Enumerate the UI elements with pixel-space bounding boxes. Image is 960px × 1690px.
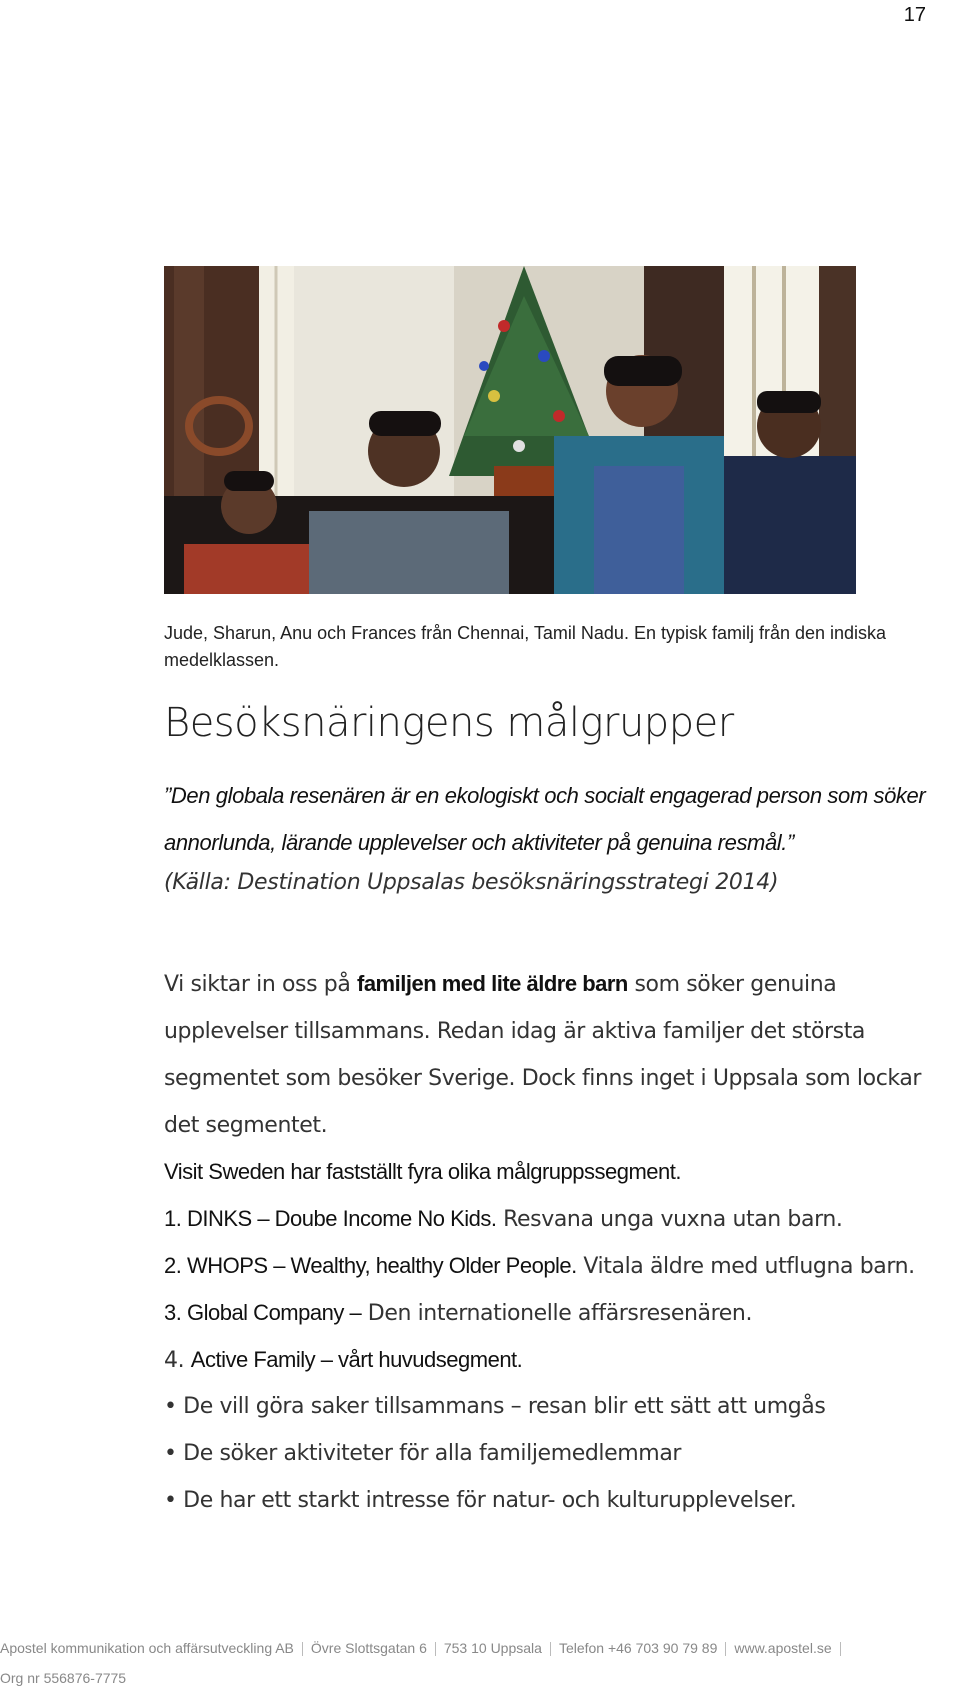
bullet-item: • De söker aktiviteter för alla familjemedlemmar bbox=[164, 1441, 682, 1466]
footer-website[interactable]: www.apostel.se bbox=[734, 1640, 832, 1656]
segment-label: DINKS – Doube Income No Kids. bbox=[186, 1206, 497, 1231]
segment-desc: Resvana unga vuxna utan barn. bbox=[496, 1207, 843, 1232]
bullet-item: • De vill göra saker tillsammans – resan blir ett sätt att umgås bbox=[164, 1394, 826, 1419]
family-photo bbox=[164, 266, 856, 594]
intro-pre: Vi siktar in oss på bbox=[164, 972, 357, 997]
segment-label: WHOPS – Wealthy, healthy Older People. bbox=[186, 1253, 577, 1278]
intro-highlight: familjen med lite äldre barn bbox=[357, 971, 628, 996]
footer-separator bbox=[725, 1642, 726, 1656]
intro-paragraph bbox=[164, 960, 960, 1149]
footer-separator bbox=[840, 1642, 841, 1656]
quote: ”Den globala resenären är en ekologiskt och socialt engagerad person som söker annorlunda, lärande upplevelser och aktiviteter på genuina resmål.” bbox=[164, 783, 926, 855]
footer-org-number: Org nr 556876-7775 bbox=[0, 1670, 127, 1686]
segment-num: 2. bbox=[164, 1253, 187, 1278]
footer-separator bbox=[302, 1642, 303, 1656]
segment-item bbox=[164, 1195, 960, 1242]
segment-desc: Den internationelle affärsresenären. bbox=[361, 1301, 753, 1326]
photo-caption: Jude, Sharun, Anu och Frances från Chennai, Tamil Nadu. En typisk familj från den indiska medelklassen. bbox=[164, 623, 887, 670]
segment-num: 4. bbox=[164, 1348, 191, 1373]
segment-desc: Vitala äldre med utflugna barn. bbox=[576, 1254, 915, 1279]
segment-label: Active Family – vårt huvudsegment. bbox=[190, 1347, 523, 1372]
segment-list bbox=[164, 1148, 960, 1524]
segment-label: Global Company – bbox=[186, 1300, 362, 1325]
segment-item bbox=[164, 1289, 960, 1336]
footer-postal: 753 10 Uppsala bbox=[443, 1640, 542, 1656]
quote-source: (Källa: Destination Uppsalas besöksnäringsstrategi 2014) bbox=[164, 870, 779, 895]
footer-address: Övre Slottsgatan 6 bbox=[310, 1640, 427, 1656]
footer-company: Apostel kommunikation och affärsutveckling AB bbox=[0, 1640, 294, 1656]
bullet-item: • De har ett starkt intresse för natur- och kulturupplevelser. bbox=[164, 1488, 797, 1513]
footer-separator bbox=[550, 1642, 551, 1656]
footer-phone: Telefon +46 703 90 79 89 bbox=[558, 1640, 718, 1656]
page-number: 17 bbox=[903, 4, 926, 26]
footer bbox=[0, 1640, 960, 1656]
section-heading: Besöksnäringens målgrupper bbox=[164, 700, 734, 746]
segment-item bbox=[164, 1336, 960, 1383]
segment-num: 1. bbox=[164, 1206, 187, 1231]
segments-title: Visit Sweden har fastställt fyra olika målgruppssegment. bbox=[164, 1159, 681, 1184]
footer-separator bbox=[435, 1642, 436, 1656]
segment-item bbox=[164, 1242, 960, 1289]
segment-num: 3. bbox=[164, 1300, 187, 1325]
intro-post: som söker genuina upplevelser tillsammans. Redan idag är aktiva familjer det största segmentet som besöker Sverige. Dock finns inget i Uppsala som lockar det segmentet. bbox=[164, 972, 922, 1138]
